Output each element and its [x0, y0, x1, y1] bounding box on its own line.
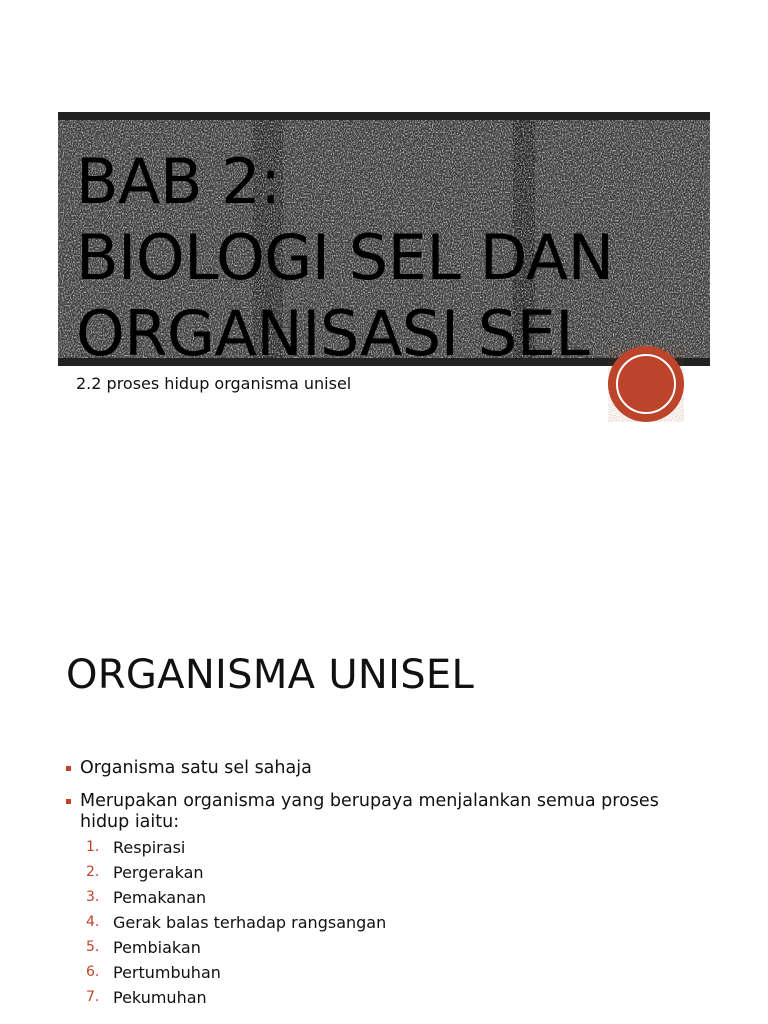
item-text: Pekumuhan [113, 988, 207, 1007]
title-line-3: ORGANISASI SEL [76, 297, 590, 366]
item-number: 4. [86, 914, 100, 930]
item-text: Respirasi [113, 838, 186, 857]
square-bullet-icon [66, 766, 71, 771]
list-item [80, 960, 706, 985]
list-item [80, 935, 706, 960]
content-slide [0, 512, 768, 1024]
slide-title [76, 144, 614, 366]
title-line-2: BIOLOGI SEL DAN [76, 221, 614, 294]
bullet-text: Merupakan organisma yang berupaya menjalankan semua proses hidup iaitu: [80, 791, 659, 832]
item-text: Gerak balas terhadap rangsangan [113, 913, 387, 932]
list-item [80, 860, 706, 885]
title-banner [58, 112, 710, 366]
bullet-list [66, 758, 706, 1022]
item-number: 7. [86, 989, 100, 1005]
item-number: 3. [86, 889, 100, 905]
title-line-1: BAB 2: [76, 145, 281, 218]
bullet-item [66, 791, 706, 1010]
list-item [80, 985, 706, 1010]
slide-subtitle: 2.2 proses hidup organisma unisel [76, 374, 352, 393]
bullet-text: Organisma satu sel sahaja [80, 758, 312, 778]
item-text: Pergerakan [113, 863, 204, 882]
content-title: ORGANISMA UNISEL [66, 652, 475, 698]
bullet-item [66, 758, 706, 779]
life-process-list [80, 835, 706, 1010]
list-item [80, 835, 706, 860]
circle-emblem-icon [606, 344, 686, 424]
item-number: 1. [86, 839, 100, 855]
item-text: Pemakanan [113, 888, 207, 907]
item-number: 2. [86, 864, 100, 880]
item-number: 5. [86, 939, 100, 955]
item-number: 6. [86, 964, 100, 980]
list-item [80, 910, 706, 935]
item-text: Pertumbuhan [113, 963, 221, 982]
item-text: Pembiakan [113, 938, 201, 957]
list-item [80, 885, 706, 910]
square-bullet-icon [66, 799, 71, 804]
